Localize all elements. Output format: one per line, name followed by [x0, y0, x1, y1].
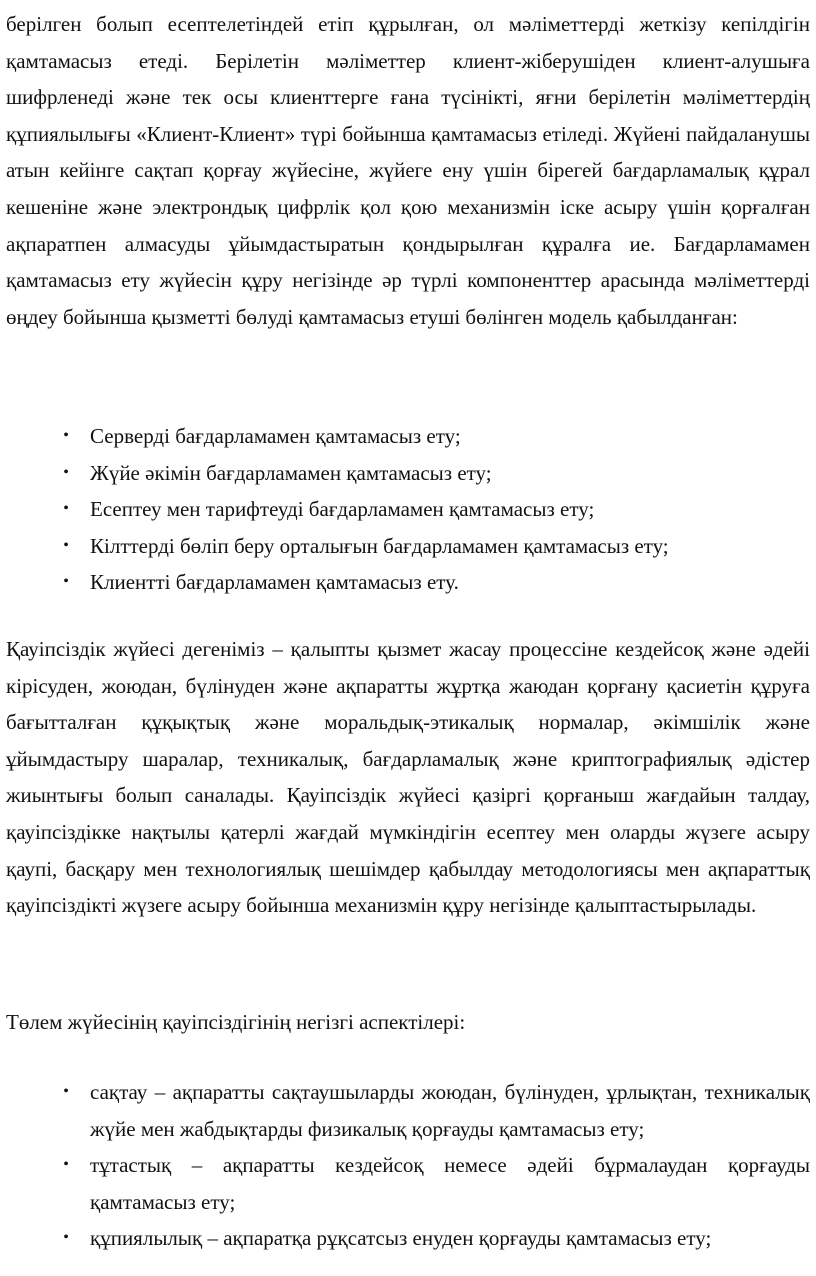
list-item-text: құпиялылық – ақпаратқа рұқсатсыз енуден қорғауды қамтамасыз ету;	[90, 1226, 712, 1251]
bullet-icon: •	[63, 536, 69, 554]
list-item	[0, 1220, 810, 1257]
intro-paragraph: берілген болып есептелетіндей етіп құрылған, ол мәліметтерді жеткізу кепілдігін қамтамасыз етеді. Берілетін мәліметтер клиент-жіберушіден клиент-алушыға шифрленеді және тек осы клиенттерге ғана түсінікті, яғни берілетін мәліметтердің құпиялылығы «Клиент-Клиент» түрі бойынша қамтамасыз етіледі. Жүйені пайдаланушы атын кейінге сақтап қорғау жүйесіне, жүйеге ену үшін бірегей бағдарламалық құрал кешеніне және электрондық цифрлік қол қою механизмін іске асыру үшін қорғалған ақпаратпен алмасуды ұйымдастыратын қондырылған құралға ие. Бағдарламамен қамтамасыз ету жүйесін құру негізінде әр түрлі компоненттер арасында мәліметтерді өңдеу бойынша қызметті бөлуді қамтамасыз етуші бөлінген модель қабылданған:	[6, 12, 810, 329]
security-aspects-heading: Төлем жүйесінің қауіпсіздігінің негізгі аспектілері:	[6, 1010, 466, 1034]
software-components-list	[0, 418, 810, 601]
bullet-icon: •	[63, 1156, 69, 1174]
list-item	[0, 528, 810, 565]
list-item	[0, 1074, 810, 1147]
bullet-icon: •	[63, 463, 69, 481]
bullet-icon: •	[63, 427, 69, 444]
list-item	[0, 455, 810, 492]
list-item-text: Жүйе әкімін бағдарламамен қамтамасыз ету;	[90, 460, 492, 485]
security-aspects-list	[0, 1074, 810, 1257]
list-item-text: Есептеу мен тарифтеуді бағдарламамен қамтамасыз ету;	[90, 497, 595, 522]
list-item-text: Клиентті бағдарламамен қамтамасыз ету.	[90, 570, 459, 595]
list-item-text: тұтастық – ақпаратты кездейсоқ немесе әдейі бұрмалаудан қорғауды қамтамасыз ету;	[90, 1153, 810, 1214]
list-item	[0, 1147, 810, 1220]
bullet-icon: •	[63, 1083, 69, 1100]
list-item	[0, 491, 810, 528]
list-item-text: Кілттерді бөліп беру орталығын бағдарламамен қамтамасыз ету;	[90, 533, 669, 558]
list-item-text: сақтау – ақпаратты сақтаушыларды жоюдан, бүлінуден, ұрлықтан, техникалық жүйе мен жабдықтарды физикалық қорғауды қамтамасыз ету;	[90, 1080, 810, 1141]
list-item	[0, 564, 810, 601]
list-item	[0, 418, 810, 455]
security-system-paragraph: Қауіпсіздік жүйесі дегеніміз – қалыпты қызмет жасау процессіне кездейсоқ және әдейі кірісуден, жоюдан, бүлінуден және ақпаратты жұртқа жаюдан қорғану қасиетін құруға бағытталған құқықтық және моральдық-этикалық нормалар, әкімшілік және ұйымдастыру шаралар, техникалық, бағдарламалық және криптографиялық әдістер жиынтығы болып саналады. Қауіпсіздік жүйесі қазіргі қорғаныш жағдайын талдау, қауіпсіздікке нақтылы қатерлі жағдай мүмкіндігін есептеу мен оларды жүзеге асыру қаупі, басқару мен технологиялық шешімдер қабылдау методологиясы мен ақпараттық қауіпсіздікті жүзеге асыру бойынша механизмін құру негізінде қалыптастырылады.	[6, 637, 810, 918]
bullet-icon: •	[63, 573, 69, 591]
bullet-icon: •	[63, 500, 69, 518]
list-item-text: Серверді бағдарламамен қамтамасыз ету;	[90, 424, 461, 448]
bullet-icon: •	[63, 1229, 69, 1247]
